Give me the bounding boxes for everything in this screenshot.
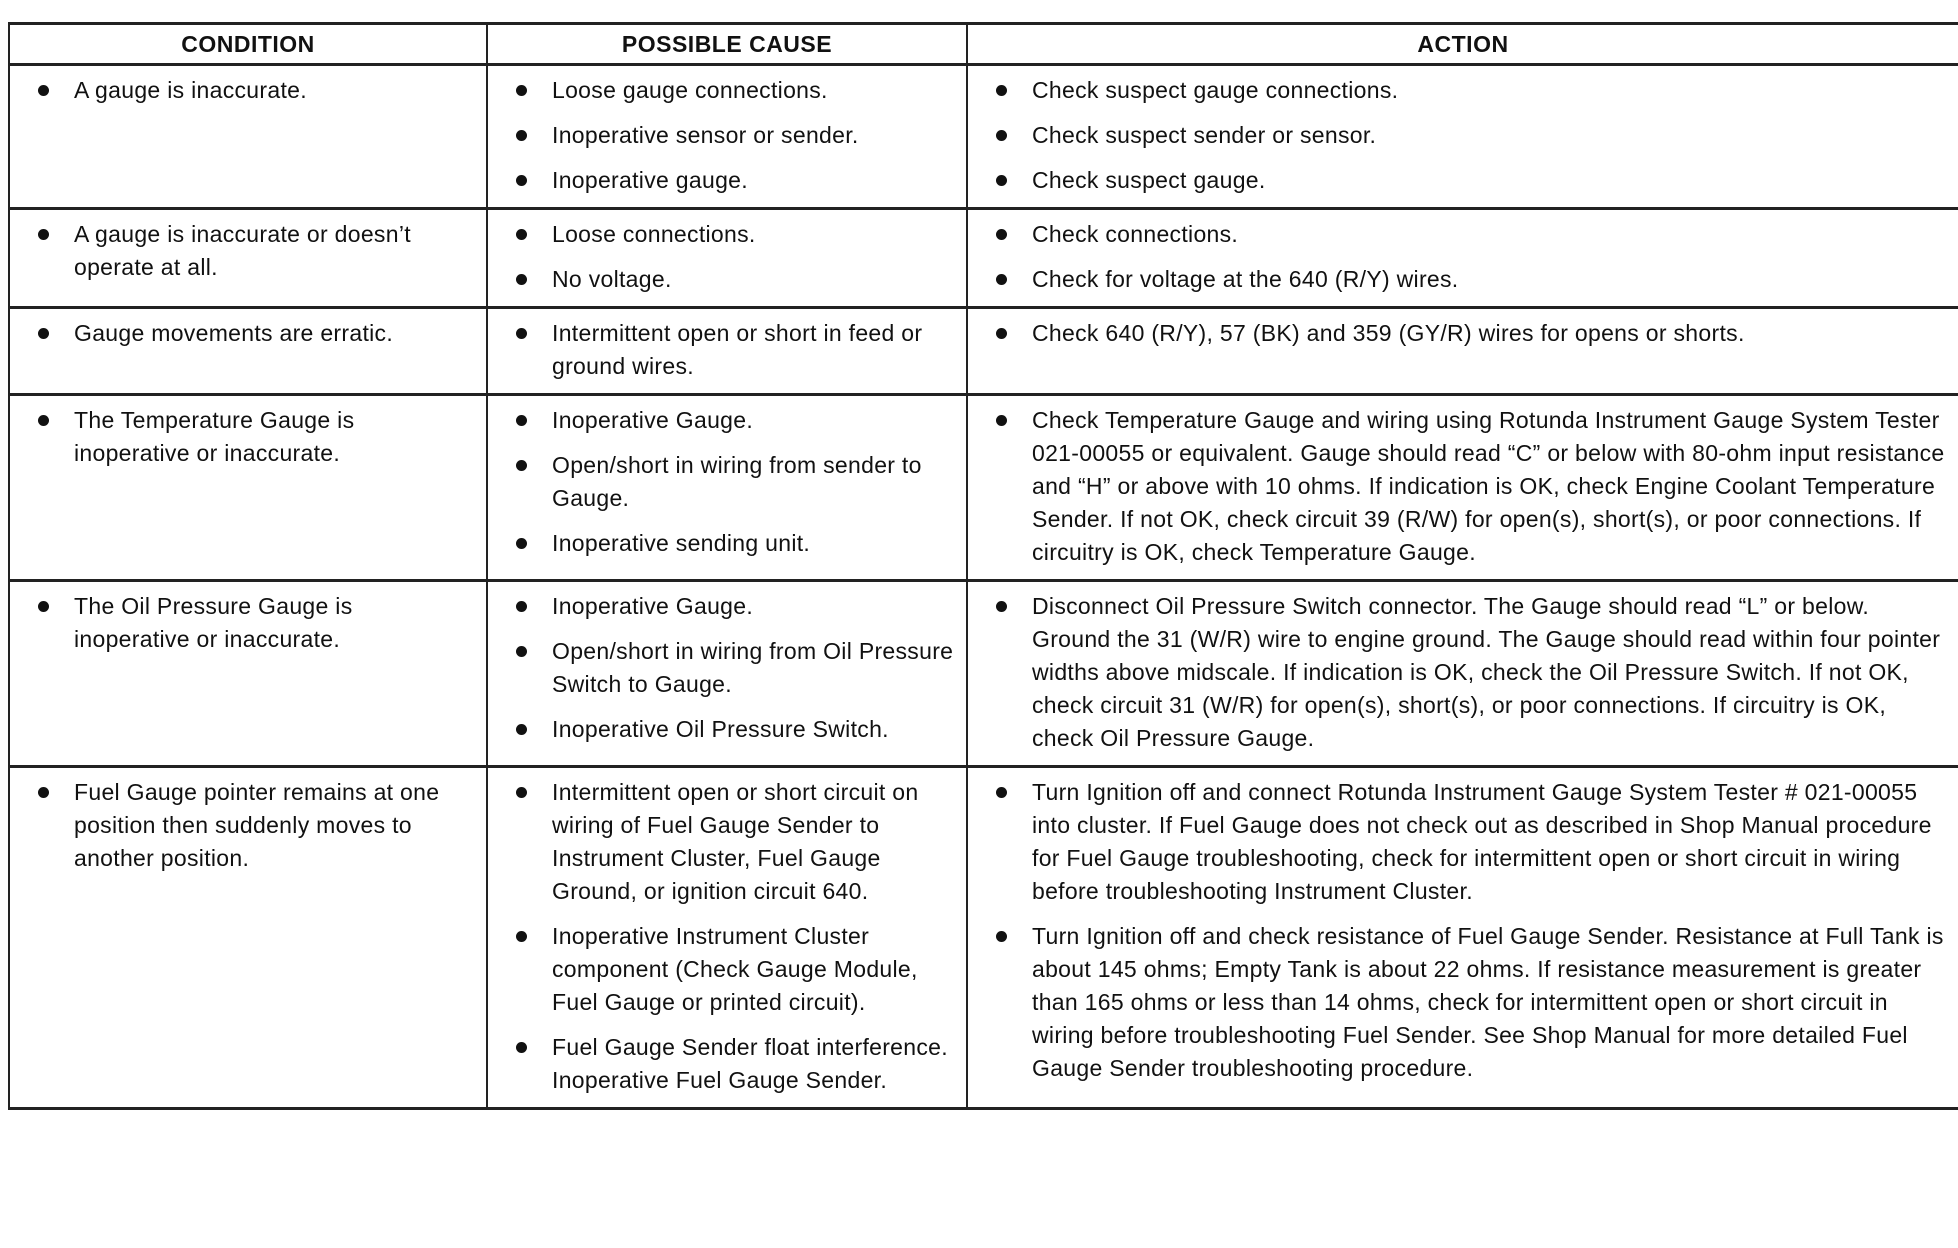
cause-item — [500, 527, 954, 560]
bullet-icon — [516, 274, 527, 285]
condition-list — [22, 590, 474, 656]
cause-item — [500, 74, 954, 107]
cause-item — [500, 263, 954, 296]
bullet-icon — [516, 229, 527, 240]
cause-text: Intermittent open or short circuit on wiring of Fuel Gauge Sender to Instrument Cluster, Fuel Gauge Ground, or ignition circuit 640. — [552, 779, 919, 904]
table-row — [9, 767, 1958, 1109]
bullet-icon — [516, 85, 527, 96]
action-text: Turn Ignition off and check resistance of Fuel Gauge Sender. Resistance at Full Tank is about 145 ohms; Empty Tank is about 22 ohms. If resistance measurement is greater than 165 ohms or less than 14 ohms, check for intermittent open or short circuit in wiring before troubleshooting Fuel Sender. See Shop Manual for more detailed Fuel Gauge Sender troubleshooting procedure. — [1032, 923, 1944, 1081]
action-text: Disconnect Oil Pressure Switch connector. The Gauge should read “L” or below. Ground the 31 (W/R) wire to engine ground. The Gauge should read within four pointer widths above midscale. If indication is OK, check the Oil Pressure Switch. If not OK, check circuit 31 (W/R) for open(s), short(s), or poor connections. If circuitry is OK, check Oil Pressure Gauge. — [1032, 593, 1941, 751]
condition-item — [22, 317, 474, 350]
bullet-icon — [516, 787, 527, 798]
condition-list — [22, 317, 474, 350]
bullet-icon — [38, 328, 49, 339]
action-text: Check suspect gauge. — [1032, 167, 1266, 193]
cause-item — [500, 590, 954, 623]
bullet-icon — [38, 601, 49, 612]
bullet-icon — [516, 415, 527, 426]
action-item — [980, 263, 1946, 296]
bullet-icon — [996, 175, 1007, 186]
action-list — [980, 404, 1946, 569]
cause-item — [500, 404, 954, 437]
condition-text: The Temperature Gauge is inoperative or inaccurate. — [74, 407, 355, 466]
action-item — [980, 218, 1946, 251]
action-cell — [967, 65, 1958, 209]
condition-list — [22, 776, 474, 875]
condition-text: The Oil Pressure Gauge is inoperative or inaccurate. — [74, 593, 353, 652]
cause-cell — [487, 65, 967, 209]
action-text: Check suspect sender or sensor. — [1032, 122, 1377, 148]
action-cell — [967, 395, 1958, 581]
table-row — [9, 65, 1958, 209]
bullet-icon — [996, 130, 1007, 141]
table-row — [9, 209, 1958, 308]
bullet-icon — [996, 931, 1007, 942]
bullet-icon — [996, 229, 1007, 240]
action-text: Check for voltage at the 640 (R/Y) wires. — [1032, 266, 1459, 292]
action-text: Check connections. — [1032, 221, 1239, 247]
action-item — [980, 164, 1946, 197]
cause-item — [500, 218, 954, 251]
condition-item — [22, 404, 474, 470]
bullet-icon — [516, 460, 527, 471]
action-item — [980, 317, 1946, 350]
action-text: Check Temperature Gauge and wiring using Rotunda Instrument Gauge System Tester 021-00055 or equivalent. Gauge should read “C” or below with 80-ohm input resistance and “H” or above with 10 ohms. If indication is OK, check Engine Coolant Temperature Sender. If not OK, check circuit 39 (R/W) for open(s), short(s), or poor connections. If circuitry is OK, check Temperature Gauge. — [1032, 407, 1945, 565]
action-list — [980, 218, 1946, 296]
cause-text: Open/short in wiring from Oil Pressure Switch to Gauge. — [552, 638, 954, 697]
cause-cell — [487, 581, 967, 767]
action-item — [980, 404, 1946, 569]
table-row — [9, 395, 1958, 581]
bullet-icon — [996, 601, 1007, 612]
cause-text: Loose connections. — [552, 221, 756, 247]
cause-text: Inoperative gauge. — [552, 167, 748, 193]
condition-cell — [9, 65, 487, 209]
bullet-icon — [516, 601, 527, 612]
condition-cell — [9, 395, 487, 581]
cause-text: Open/short in wiring from sender to Gauge. — [552, 452, 922, 511]
condition-item — [22, 218, 474, 284]
condition-item — [22, 590, 474, 656]
condition-cell — [9, 767, 487, 1109]
cause-text: Intermittent open or short in feed or ground wires. — [552, 320, 923, 379]
action-cell — [967, 308, 1958, 395]
condition-item — [22, 74, 474, 107]
cause-item — [500, 119, 954, 152]
action-text: Check suspect gauge connections. — [1032, 77, 1399, 103]
bullet-icon — [38, 85, 49, 96]
cause-item — [500, 920, 954, 1019]
condition-text: Gauge movements are erratic. — [74, 320, 394, 346]
bullet-icon — [996, 274, 1007, 285]
action-list — [980, 74, 1946, 197]
action-list — [980, 776, 1946, 1085]
cause-cell — [487, 308, 967, 395]
cause-text: Inoperative Oil Pressure Switch. — [552, 716, 889, 742]
action-text: Check 640 (R/Y), 57 (BK) and 359 (GY/R) wires for opens or shorts. — [1032, 320, 1745, 346]
diagnosis-table — [8, 22, 1958, 1110]
cause-text: Inoperative Instrument Cluster component (Check Gauge Module, Fuel Gauge or printed circuit). — [552, 923, 918, 1015]
action-item — [980, 590, 1946, 755]
condition-text: A gauge is inaccurate. — [74, 77, 307, 103]
bullet-icon — [38, 229, 49, 240]
condition-cell — [9, 209, 487, 308]
action-item — [980, 920, 1946, 1085]
bullet-icon — [516, 724, 527, 735]
cause-list — [500, 590, 954, 746]
header-row — [9, 24, 1958, 65]
condition-item — [22, 776, 474, 875]
condition-text: Fuel Gauge pointer remains at one position then suddenly moves to another position. — [74, 779, 440, 871]
action-cell — [967, 767, 1958, 1109]
action-item — [980, 776, 1946, 908]
bullet-icon — [516, 1042, 527, 1053]
bullet-icon — [516, 538, 527, 549]
cause-text: Fuel Gauge Sender float interference. Inoperative Fuel Gauge Sender. — [552, 1034, 948, 1093]
cause-item — [500, 317, 954, 383]
action-list — [980, 317, 1946, 350]
action-cell — [967, 209, 1958, 308]
cause-text: Loose gauge connections. — [552, 77, 828, 103]
bullet-icon — [516, 130, 527, 141]
cause-list — [500, 74, 954, 197]
cause-cell — [487, 209, 967, 308]
action-item — [980, 74, 1946, 107]
cause-item — [500, 713, 954, 746]
condition-cell — [9, 308, 487, 395]
bullet-icon — [996, 85, 1007, 96]
bullet-icon — [516, 328, 527, 339]
action-list — [980, 590, 1946, 755]
cause-item — [500, 1031, 954, 1097]
action-item — [980, 119, 1946, 152]
bullet-icon — [996, 415, 1007, 426]
bullet-icon — [516, 175, 527, 186]
bullet-icon — [38, 415, 49, 426]
cause-list — [500, 317, 954, 383]
header-action: ACTION — [967, 24, 1958, 65]
bullet-icon — [516, 931, 527, 942]
cause-text: No voltage. — [552, 266, 672, 292]
cause-text: Inoperative Gauge. — [552, 593, 754, 619]
table-body — [9, 65, 1958, 1109]
cause-text: Inoperative Gauge. — [552, 407, 754, 433]
bullet-icon — [516, 646, 527, 657]
cause-text: Inoperative sending unit. — [552, 530, 811, 556]
table-row — [9, 581, 1958, 767]
condition-list — [22, 218, 474, 284]
bullet-icon — [996, 328, 1007, 339]
table-row — [9, 308, 1958, 395]
bullet-icon — [38, 787, 49, 798]
header-condition: CONDITION — [9, 24, 487, 65]
header-possible-cause: POSSIBLE CAUSE — [487, 24, 967, 65]
cause-item — [500, 164, 954, 197]
condition-text: A gauge is inaccurate or doesn’t operate at all. — [74, 221, 411, 280]
cause-cell — [487, 767, 967, 1109]
cause-item — [500, 776, 954, 908]
cause-text: Inoperative sensor or sender. — [552, 122, 859, 148]
action-cell — [967, 581, 1958, 767]
bullet-icon — [996, 787, 1007, 798]
document-page — [8, 22, 1958, 1110]
cause-list — [500, 218, 954, 296]
cause-list — [500, 404, 954, 560]
condition-list — [22, 74, 474, 107]
cause-list — [500, 776, 954, 1097]
cause-item — [500, 635, 954, 701]
cause-cell — [487, 395, 967, 581]
action-text: Turn Ignition off and connect Rotunda Instrument Gauge System Tester # 021-00055 into cluster. If Fuel Gauge does not check out as described in Shop Manual procedure for Fuel Gauge troubleshooting, check for intermittent open or short circuit in wiring before troubleshooting Instrument Cluster. — [1032, 779, 1932, 904]
condition-cell — [9, 581, 487, 767]
condition-list — [22, 404, 474, 470]
cause-item — [500, 449, 954, 515]
